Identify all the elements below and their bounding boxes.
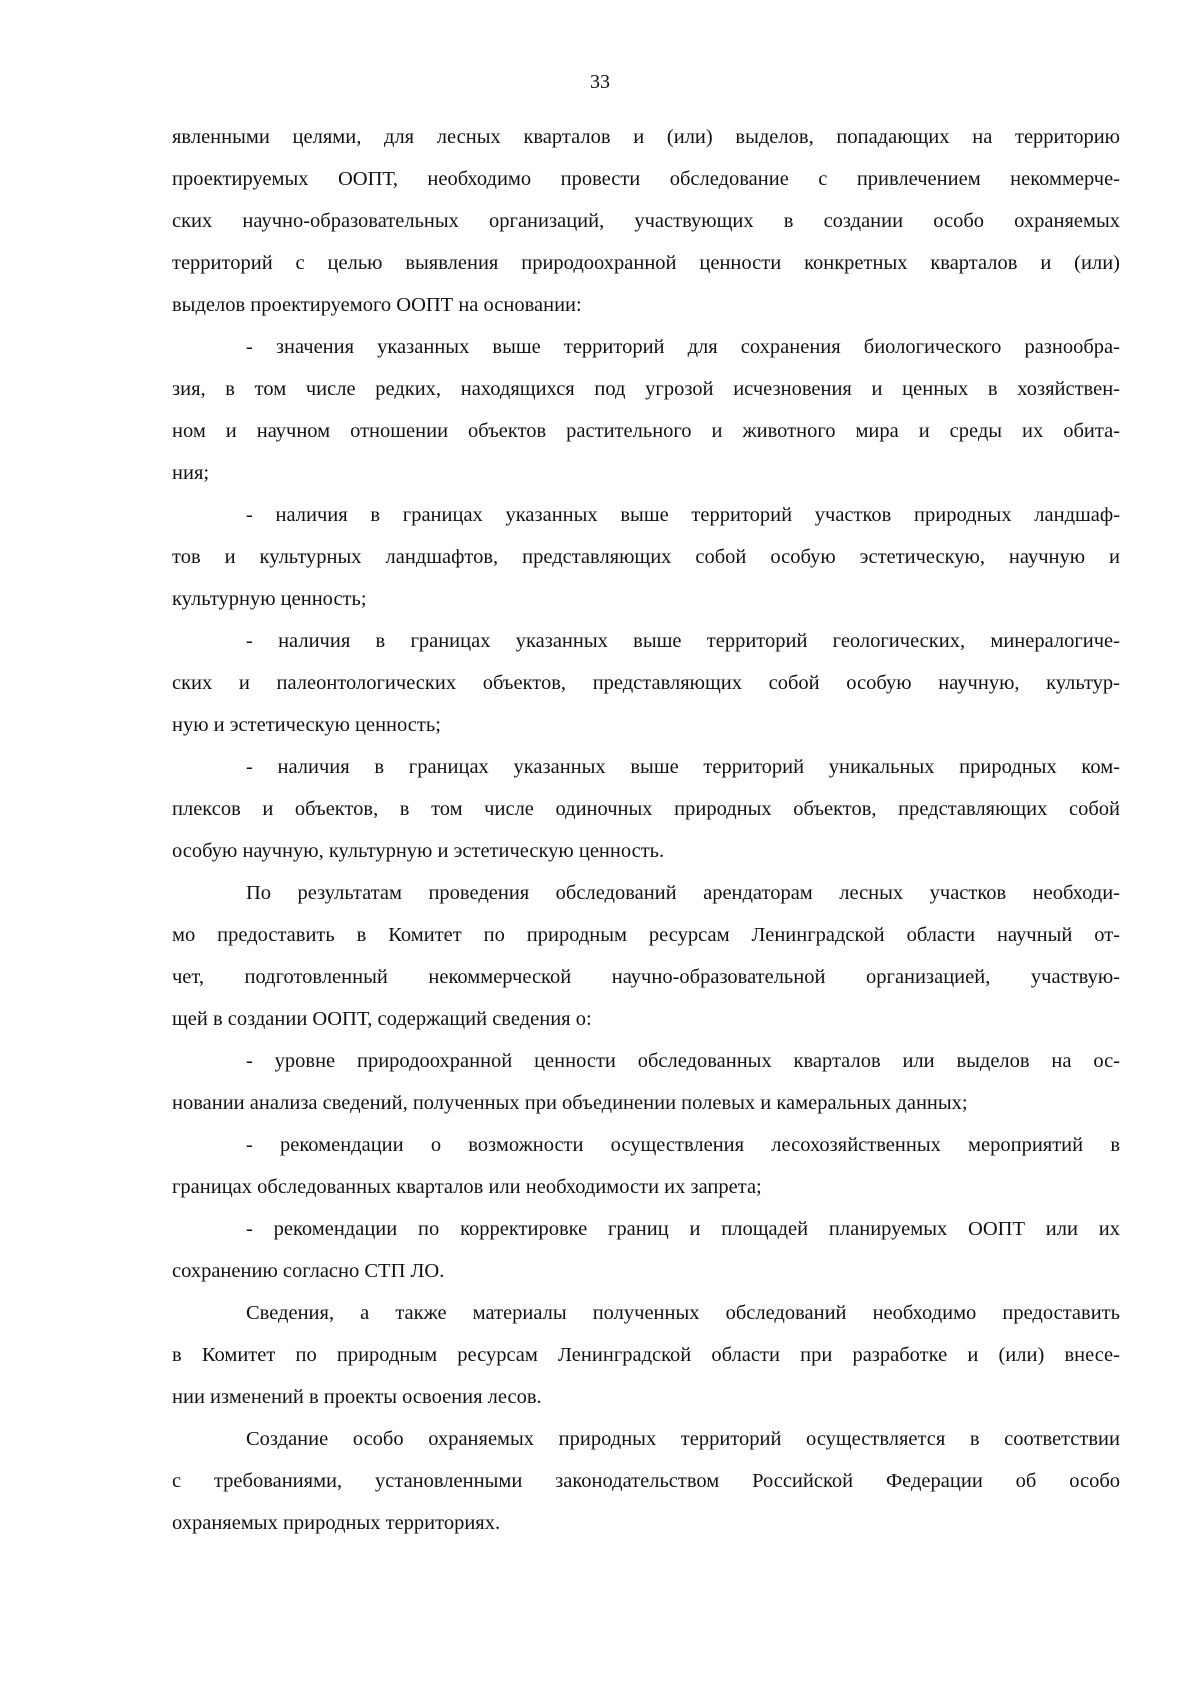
text-line: ную и эстетическую ценность; [172, 714, 441, 736]
text-line: территорий с целью выявления природоохранной ценности конкретных кварталов и (или) [172, 252, 1120, 274]
document-body [172, 116, 1120, 1544]
text-line: явленными целями, для лесных кварталов и (или) выделов, попадающих на территорию [172, 126, 1120, 148]
text-line: Сведения, а также материалы полученных обследований необходимо предоставить [246, 1302, 1120, 1324]
text-line: особую научную, культурную и эстетическую ценность. [172, 840, 665, 862]
text-line: - рекомендации о возможности осуществления лесохозяйственных мероприятий в [246, 1134, 1120, 1156]
text-line: культурную ценность; [172, 588, 367, 610]
text-line: - уровне природоохранной ценности обследованных кварталов или выделов на ос- [246, 1050, 1120, 1072]
text-line: - наличия в границах указанных выше территорий участков природных ландшаф- [246, 504, 1120, 526]
paragraph [172, 116, 1120, 326]
text-line: По результатам проведения обследований арендаторам лесных участков необходи- [246, 882, 1120, 904]
text-line: Создание особо охраняемых природных территорий осуществляется в соответствии [246, 1428, 1120, 1450]
text-line: в Комитет по природным ресурсам Ленинградской области при разработке и (или) внесе- [172, 1344, 1120, 1366]
paragraph [172, 746, 1120, 872]
text-line: выделов проектируемого ООПТ на основании: [172, 294, 582, 316]
paragraph [172, 1292, 1120, 1418]
paragraph [172, 1418, 1120, 1544]
text-line: ния; [172, 462, 210, 484]
paragraph [172, 1208, 1120, 1292]
text-line: новании анализа сведений, полученных при объединении полевых и камеральных данных; [172, 1092, 968, 1114]
paragraph [172, 1124, 1120, 1208]
text-line: плексов и объектов, в том числе одиночных природных объектов, представляющих собой [172, 798, 1120, 820]
text-line: нии изменений в проекты освоения лесов. [172, 1386, 542, 1408]
text-line: ских научно-образовательных организаций, участвующих в создании особо охраняемых [172, 210, 1120, 232]
text-line: сохранению согласно СТП ЛО. [172, 1260, 445, 1282]
text-line: - наличия в границах указанных выше территорий геологических, минералогиче- [246, 630, 1120, 652]
paragraph [172, 872, 1120, 1040]
text-line: проектируемых ООПТ, необходимо провести обследование с привлечением некоммерче- [172, 168, 1120, 190]
text-line: границах обследованных кварталов или необходимости их запрета; [172, 1176, 762, 1198]
paragraph [172, 494, 1120, 620]
text-line: зия, в том числе редких, находящихся под угрозой исчезновения и ценных в хозяйствен- [172, 378, 1120, 400]
paragraph [172, 620, 1120, 746]
text-line: мо предоставить в Комитет по природным ресурсам Ленинградской области научный от- [172, 924, 1120, 946]
text-line: - наличия в границах указанных выше территорий уникальных природных ком- [246, 756, 1120, 778]
paragraph [172, 1040, 1120, 1124]
text-line: - рекомендации по корректировке границ и площадей планируемых ООПТ или их [246, 1218, 1120, 1240]
text-line: - значения указанных выше территорий для сохранения биологического разнообра- [246, 336, 1120, 358]
text-line: щей в создании ООПТ, содержащий сведения о: [172, 1008, 592, 1030]
text-line: тов и культурных ландшафтов, представляющих собой особую эстетическую, научную и [172, 546, 1120, 568]
text-line: ном и научном отношении объектов растительного и животного мира и среды их обита- [172, 420, 1120, 442]
text-line: охраняемых природных территориях. [172, 1512, 501, 1534]
page-number: 33 [590, 71, 610, 93]
text-line: ских и палеонтологических объектов, представляющих собой особую научную, культур- [172, 672, 1120, 694]
paragraph [172, 326, 1120, 494]
text-line: с требованиями, установленными законодательством Российской Федерации об особо [172, 1470, 1120, 1492]
text-line: чет, подготовленный некоммерческой научно-образовательной организацией, участвую- [172, 966, 1120, 988]
